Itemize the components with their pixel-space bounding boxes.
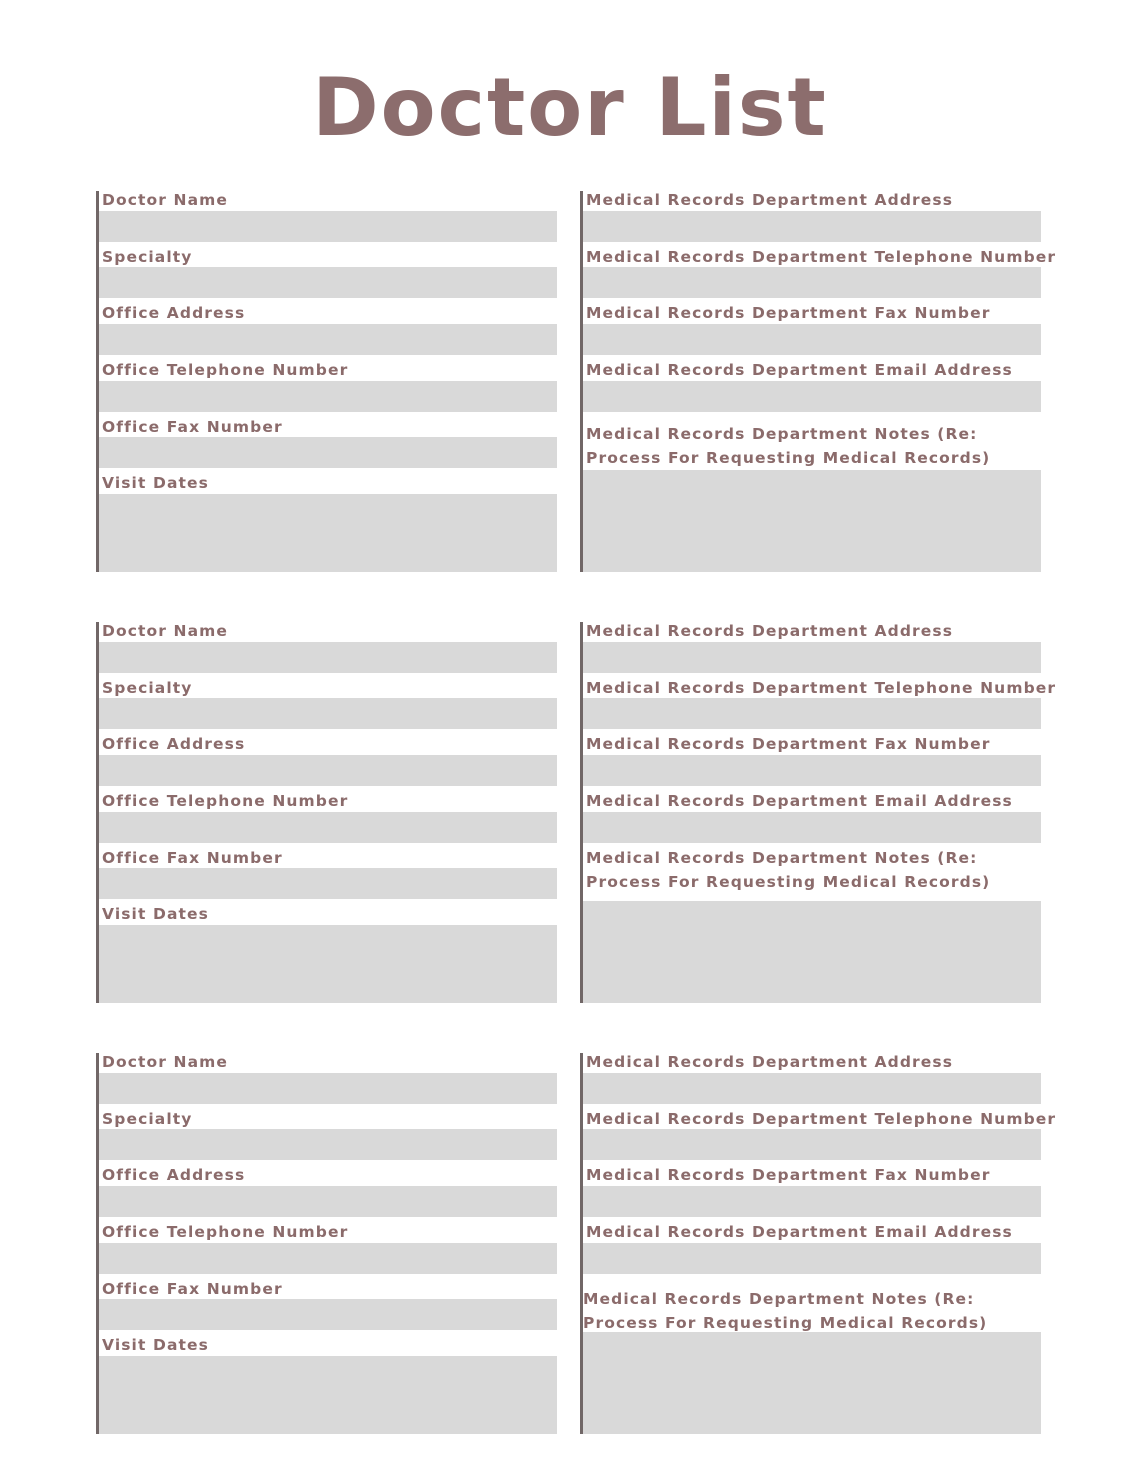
office-address-label: Office Address: [102, 304, 246, 322]
records-email-label: Medical Records Department Email Address: [586, 1223, 1013, 1241]
office-fax-field[interactable]: [99, 437, 557, 468]
specialty-field[interactable]: [99, 267, 557, 298]
office-telephone-label: Office Telephone Number: [102, 361, 349, 379]
doctor-info-column-3: [96, 1053, 557, 1434]
records-email-label: Medical Records Department Email Address: [586, 792, 1013, 810]
visit-dates-field[interactable]: [99, 925, 557, 1003]
doctor-name-field[interactable]: [99, 642, 557, 673]
office-address-field[interactable]: [99, 1186, 557, 1217]
records-email-field[interactable]: [583, 1243, 1041, 1274]
specialty-label: Specialty: [102, 679, 193, 697]
visit-dates-label: Visit Dates: [102, 474, 209, 492]
records-address-label: Medical Records Department Address: [586, 1053, 954, 1071]
records-telephone-field[interactable]: [583, 1129, 1041, 1160]
records-info-column-2: [580, 622, 1057, 1003]
doctor-name-label: Doctor Name: [102, 191, 228, 209]
specialty-label: Specialty: [102, 248, 193, 266]
office-fax-field[interactable]: [99, 868, 557, 899]
records-telephone-label: Medical Records Department Telephone Number: [586, 679, 1057, 697]
office-telephone-field[interactable]: [99, 381, 557, 412]
records-fax-label: Medical Records Department Fax Number: [586, 1166, 991, 1184]
visit-dates-field[interactable]: [99, 1356, 557, 1434]
records-fax-label: Medical Records Department Fax Number: [586, 304, 991, 322]
visit-dates-label: Visit Dates: [102, 905, 209, 923]
specialty-field[interactable]: [99, 698, 557, 729]
visit-dates-label: Visit Dates: [102, 1336, 209, 1354]
office-address-field[interactable]: [99, 324, 557, 355]
office-telephone-field[interactable]: [99, 812, 557, 843]
records-notes-label: Medical Records Department Notes (Re: Process For Requesting Medical Records): [583, 1290, 988, 1332]
records-email-field[interactable]: [583, 381, 1041, 412]
doctor-info-column-2: [96, 622, 557, 1003]
office-address-field[interactable]: [99, 755, 557, 786]
records-email-field[interactable]: [583, 812, 1041, 843]
records-notes-field[interactable]: [583, 901, 1041, 1003]
doctor-info-column-1: [96, 191, 557, 572]
page-title: Doctor List: [312, 61, 828, 154]
visit-dates-field[interactable]: [99, 494, 557, 572]
office-telephone-label: Office Telephone Number: [102, 1223, 349, 1241]
office-fax-label: Office Fax Number: [102, 849, 283, 867]
records-email-label: Medical Records Department Email Address: [586, 361, 1013, 379]
records-notes-label: Medical Records Department Notes (Re: Process For Requesting Medical Records): [586, 425, 991, 467]
records-address-label: Medical Records Department Address: [586, 622, 954, 640]
records-fax-field[interactable]: [583, 755, 1041, 786]
office-fax-label: Office Fax Number: [102, 1280, 283, 1298]
records-fax-field[interactable]: [583, 1186, 1041, 1217]
doctor-name-label: Doctor Name: [102, 1053, 228, 1071]
specialty-field[interactable]: [99, 1129, 557, 1160]
records-address-label: Medical Records Department Address: [586, 191, 954, 209]
records-address-field[interactable]: [583, 211, 1041, 242]
office-fax-label: Office Fax Number: [102, 418, 283, 436]
office-fax-field[interactable]: [99, 1299, 557, 1330]
records-address-field[interactable]: [583, 1073, 1041, 1104]
records-notes-field[interactable]: [583, 470, 1041, 572]
records-fax-label: Medical Records Department Fax Number: [586, 735, 991, 753]
office-telephone-label: Office Telephone Number: [102, 792, 349, 810]
records-fax-field[interactable]: [583, 324, 1041, 355]
records-telephone-label: Medical Records Department Telephone Number: [586, 1110, 1057, 1128]
specialty-label: Specialty: [102, 1110, 193, 1128]
records-notes-field[interactable]: [583, 1332, 1041, 1434]
doctor-name-field[interactable]: [99, 211, 557, 242]
office-address-label: Office Address: [102, 735, 246, 753]
records-telephone-field[interactable]: [583, 267, 1041, 298]
office-telephone-field[interactable]: [99, 1243, 557, 1274]
records-telephone-label: Medical Records Department Telephone Number: [586, 248, 1057, 266]
doctor-name-field[interactable]: [99, 1073, 557, 1104]
records-notes-label: Medical Records Department Notes (Re: Process For Requesting Medical Records): [586, 849, 991, 891]
records-address-field[interactable]: [583, 642, 1041, 673]
office-address-label: Office Address: [102, 1166, 246, 1184]
records-info-column-3: [580, 1053, 1057, 1434]
doctor-name-label: Doctor Name: [102, 622, 228, 640]
records-info-column-1: [580, 191, 1057, 572]
records-telephone-field[interactable]: [583, 698, 1041, 729]
